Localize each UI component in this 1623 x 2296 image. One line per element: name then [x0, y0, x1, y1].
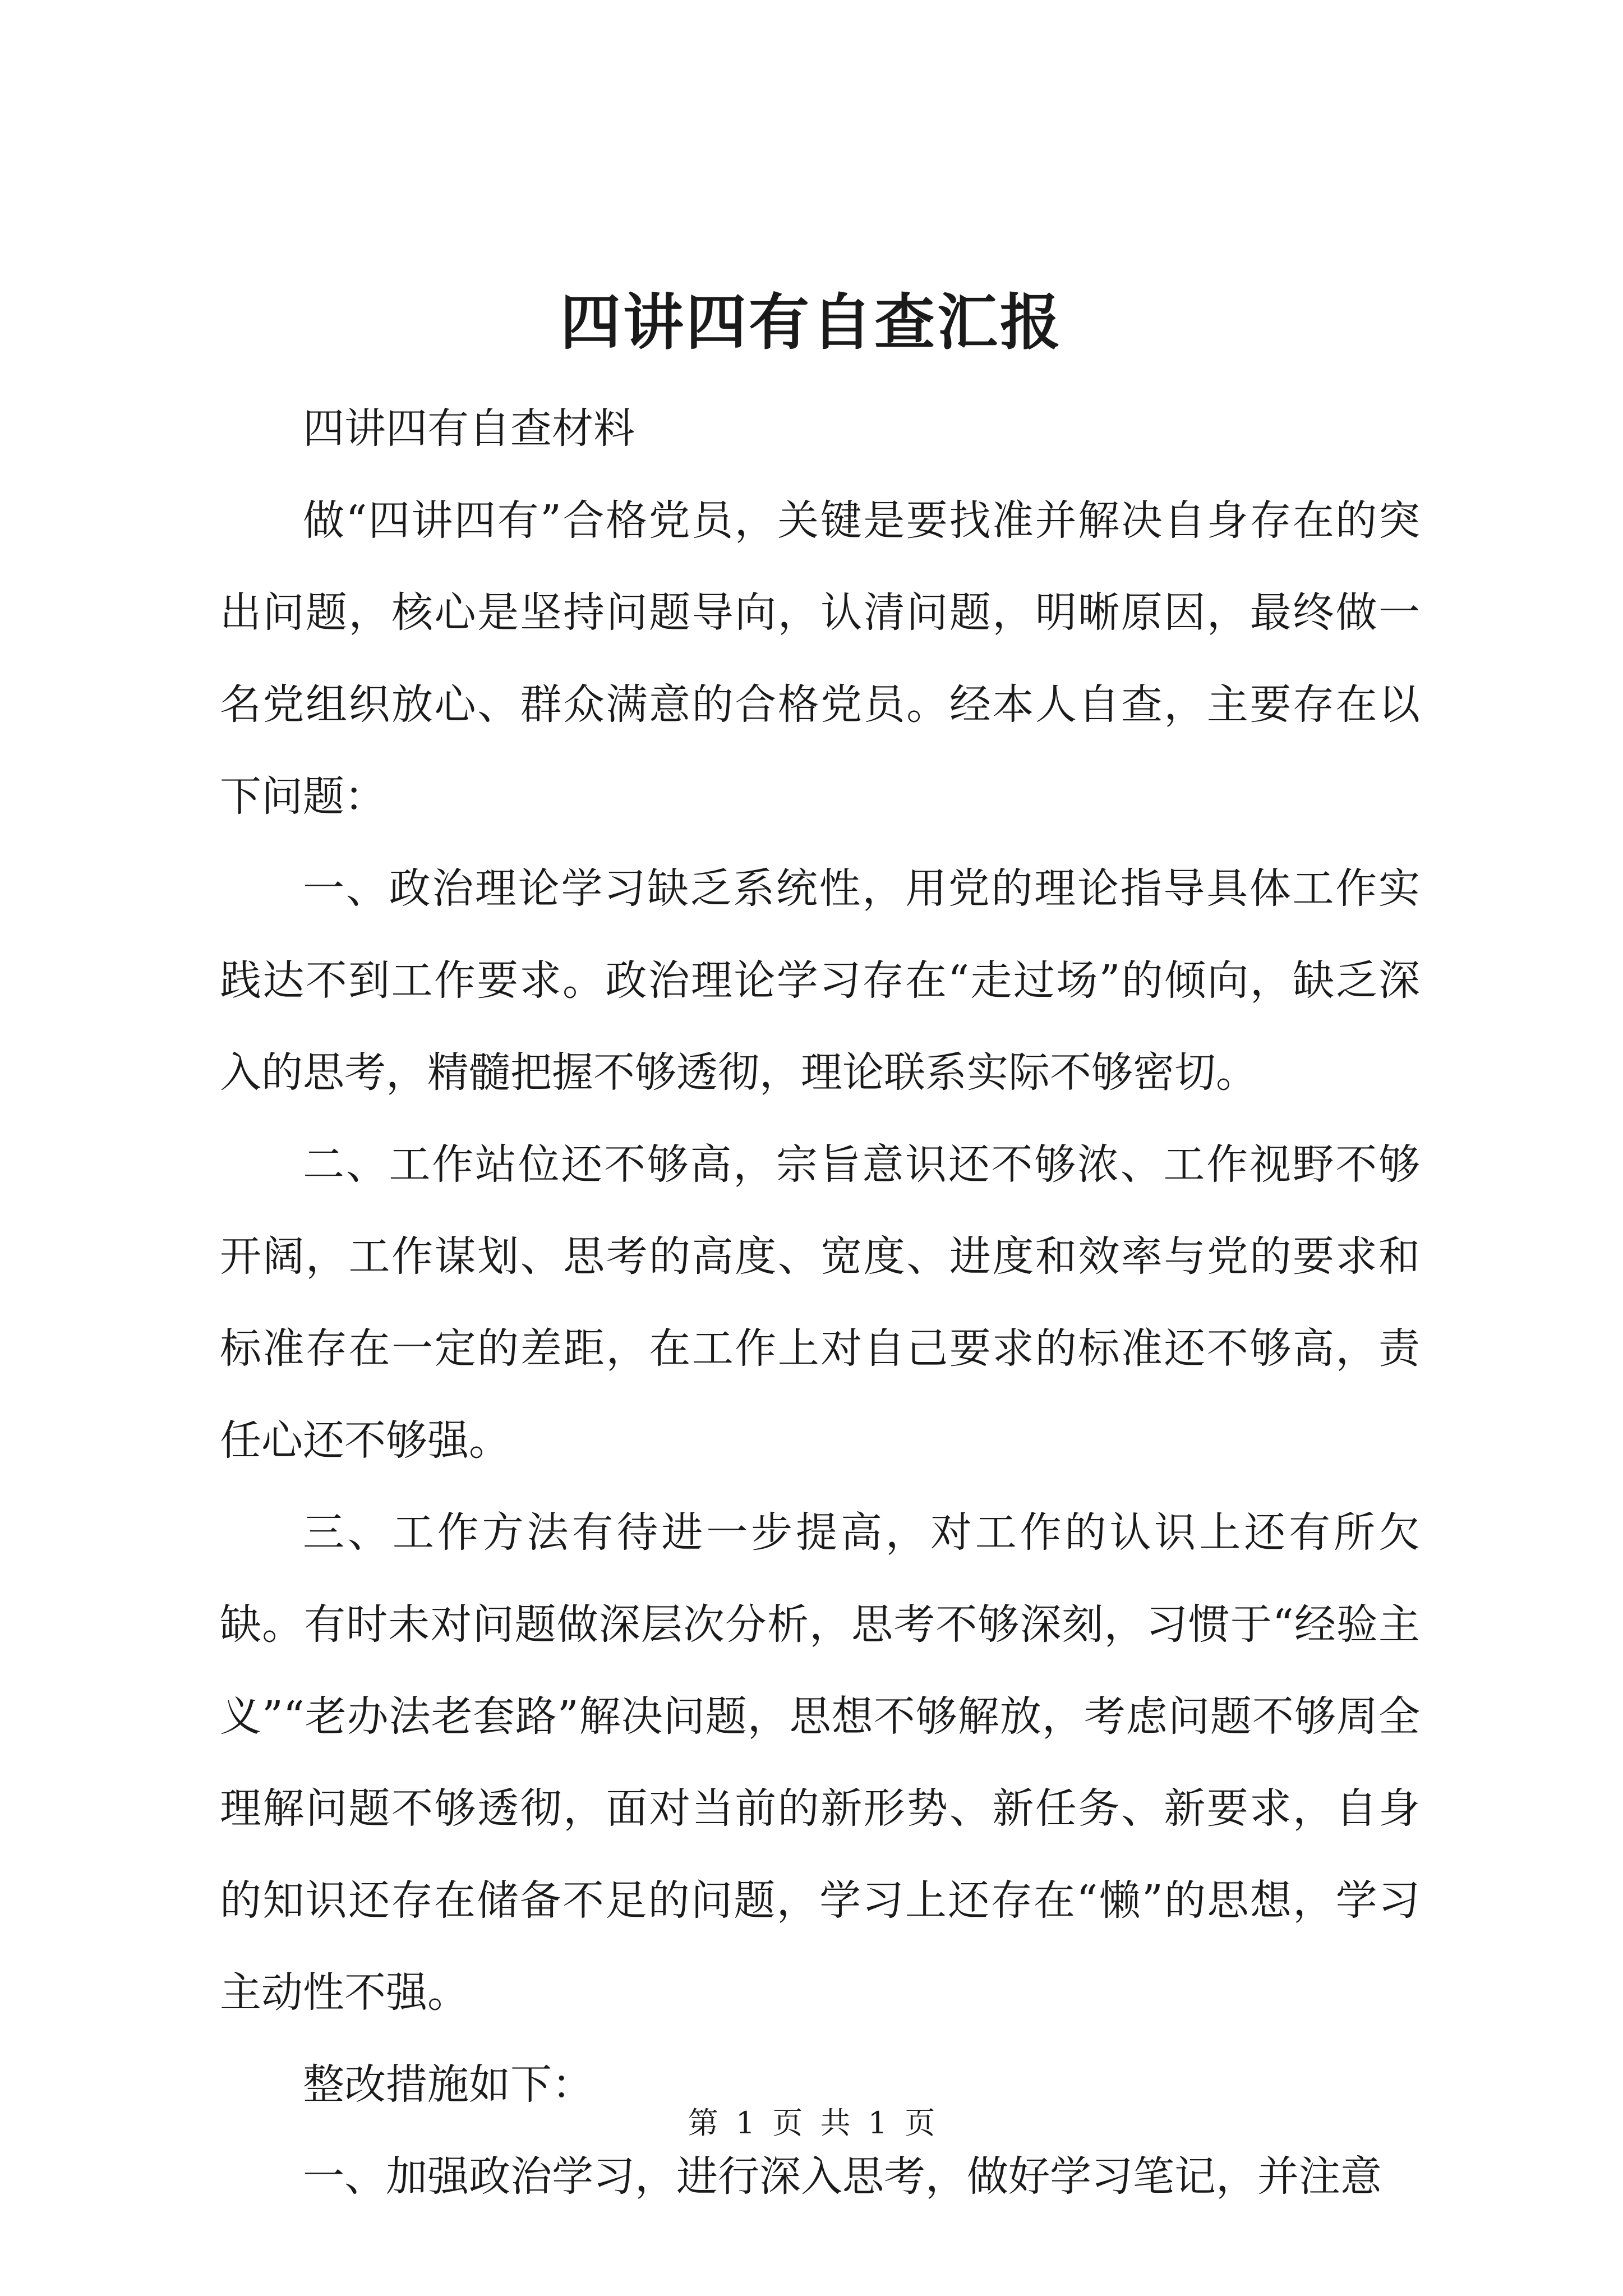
- document-title: 四讲四有自查汇报: [560, 287, 1063, 358]
- page-footer: 第 1 页 共 1 页: [688, 2105, 935, 2141]
- paragraph-subtitle: 四讲四有自查材料: [303, 404, 635, 453]
- paragraph-measures-heading: 整改措施如下：: [303, 2060, 593, 2109]
- document-body: [220, 383, 1420, 2223]
- paragraph-issue-1: 一、政治理论学习缺乏系统性，用党的理论指导具体工作实践达不到工作要求。政治理论学习存在“走过场”的倾向，缺乏深入的思考，精髓把握不够透彻，理论联系实际不够密切。: [220, 864, 1420, 1097]
- paragraph-issue-3: 三、工作方法有待进一步提高，对工作的认识上还有所欠缺。有时未对问题做深层次分析，思考不够深刻，习惯于“经验主义”“老办法老套路”解决问题，思想不够解放，考虑问题不够周全理解问题不够透彻，面对当前的新形势、新任务、新要求，自身的知识还存在储备不足的问题，学习上还存在“懒”的思想，学习主动性不强。: [220, 1508, 1420, 2017]
- paragraph-intro: 做“四讲四有”合格党员，关键是要找准并解决自身存在的突出问题，核心是坚持问题导向，认清问题，明晰原因，最终做一名党组织放心、群众满意的合格党员。经本人自查，主要存在以下问题：: [220, 496, 1420, 821]
- paragraph-issue-2: 二、工作站位还不够高，宗旨意识还不够浓、工作视野不够开阔，工作谋划、思考的高度、宽度、进度和效率与党的要求和标准存在一定的差距，在工作上对自己要求的标准还不够高，责任心还不够强。: [220, 1140, 1420, 1465]
- paragraph-measure-1: 一、加强政治学习，进行深入思考，做好学习笔记，并注意: [303, 2152, 1382, 2201]
